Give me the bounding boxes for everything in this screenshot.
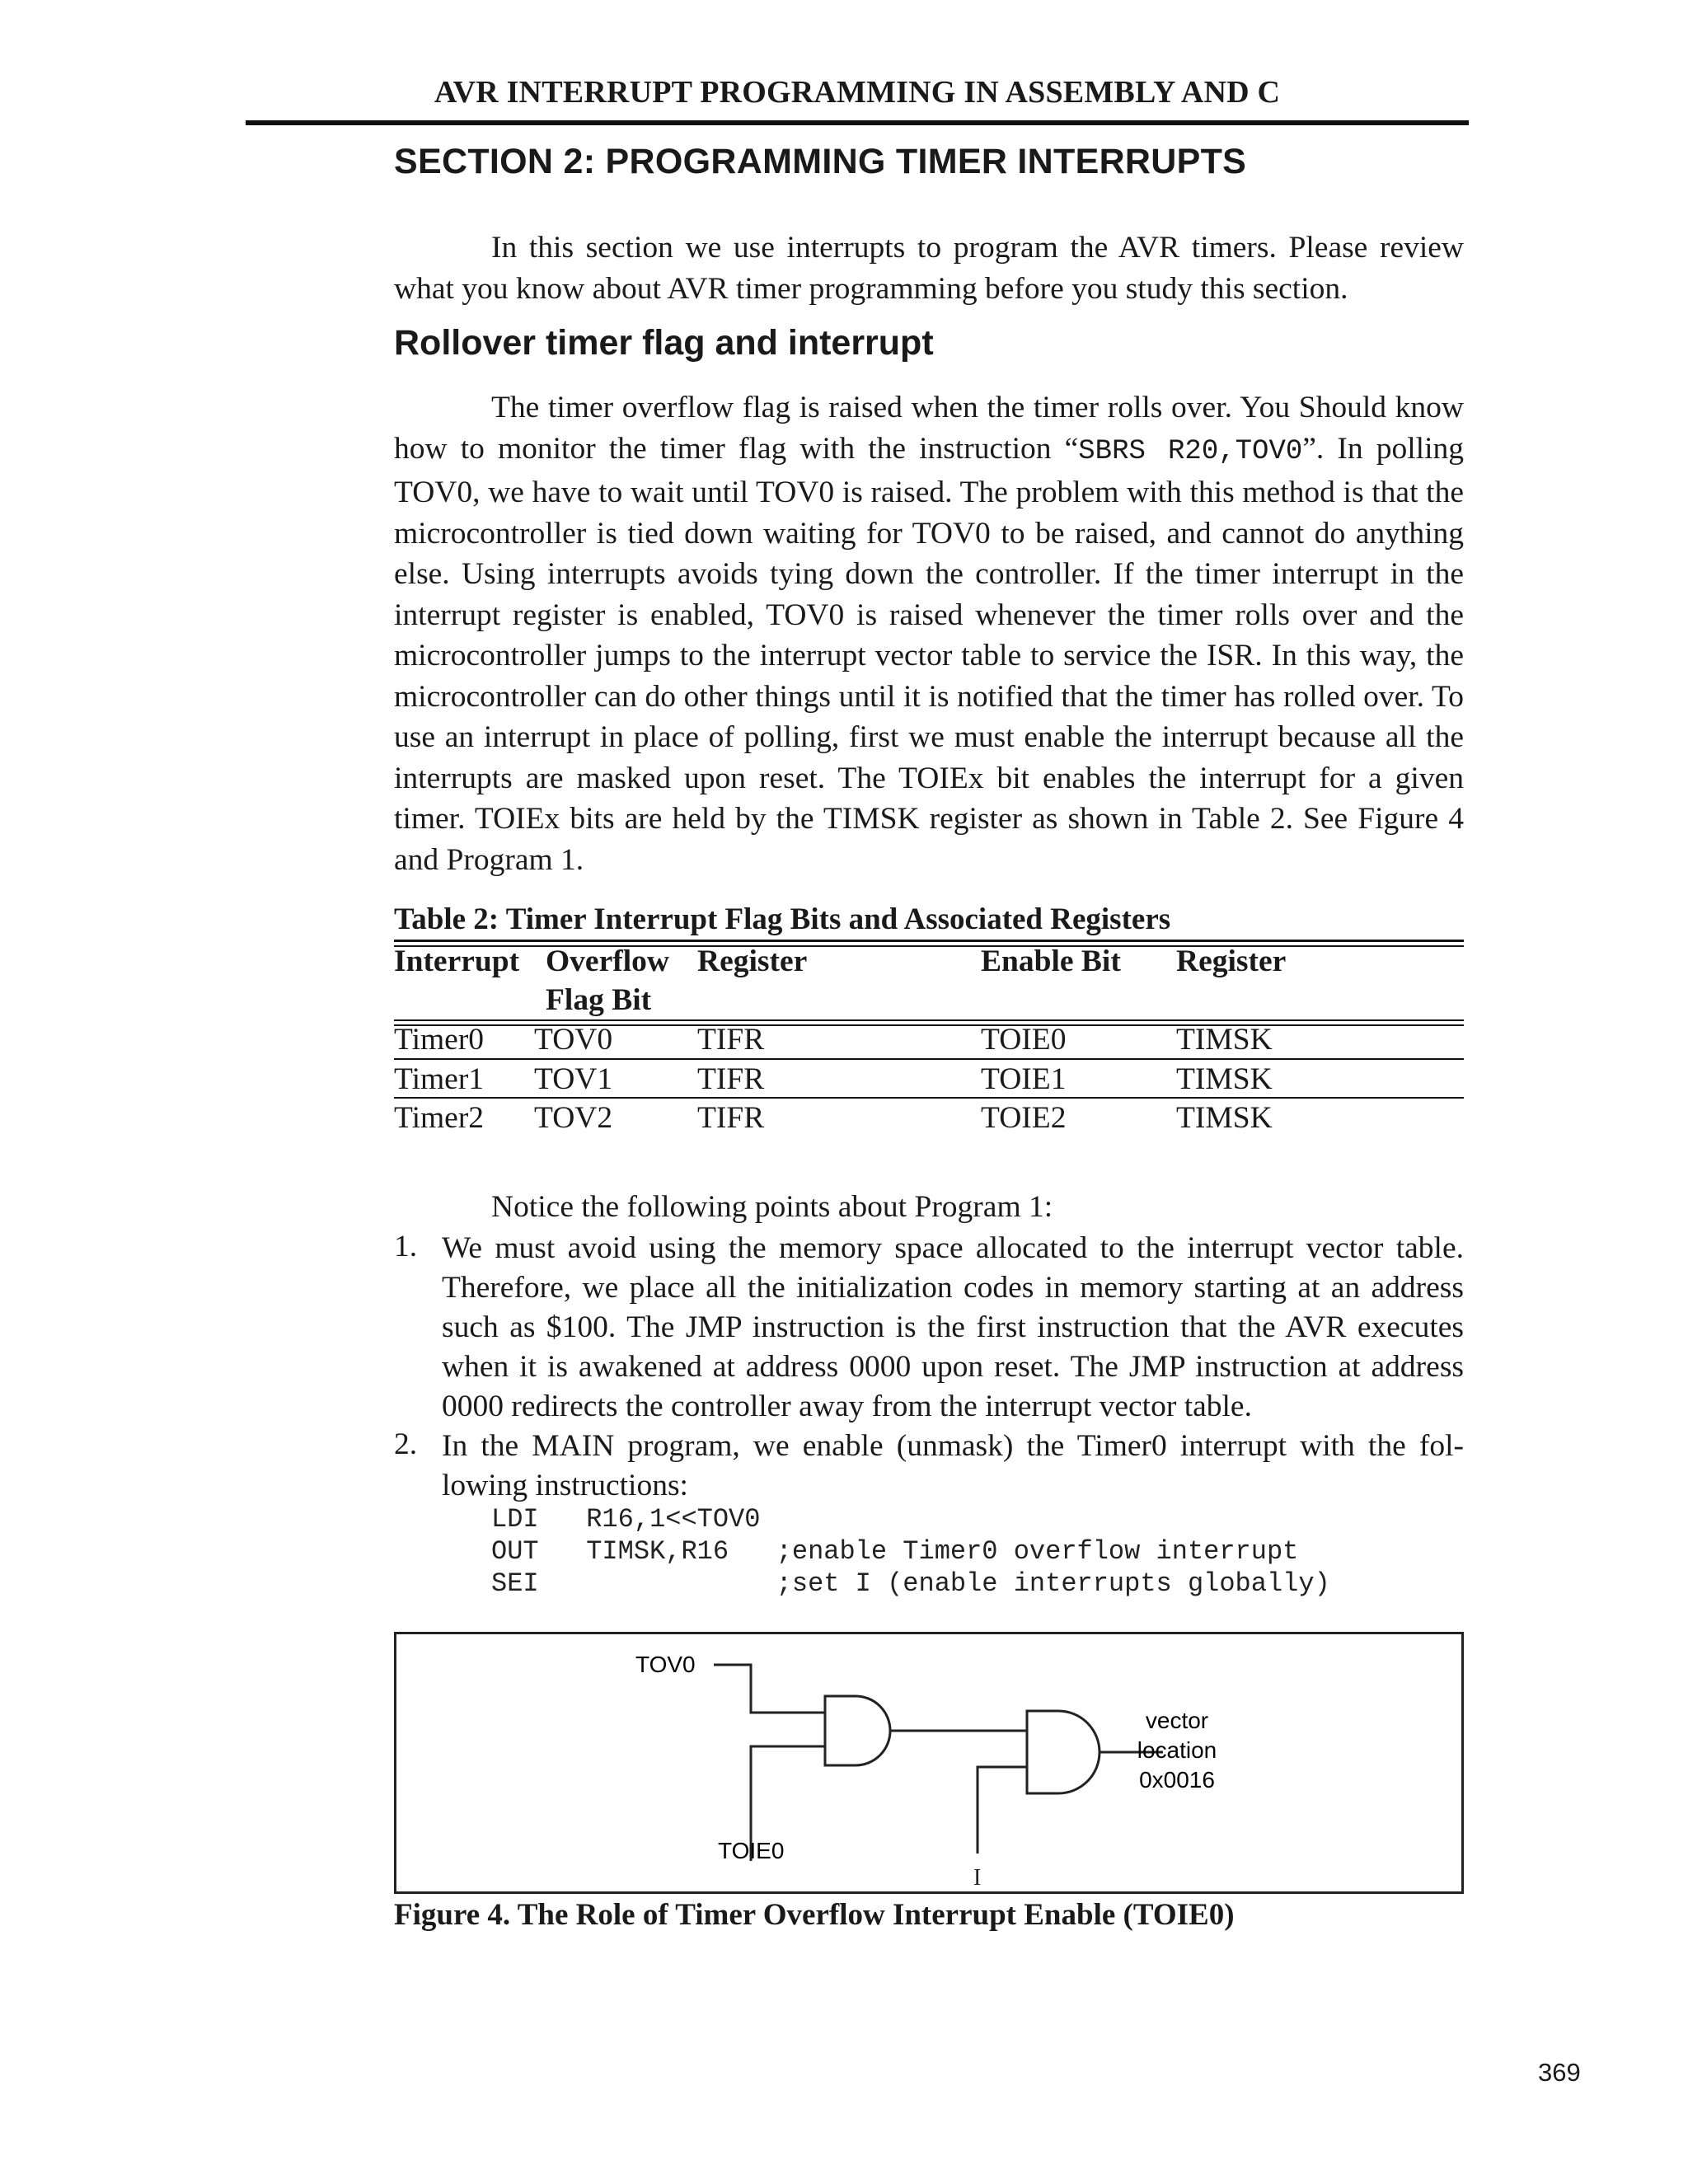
list-item: In the MAIN program, we enable (unmask) the Timer0 interrupt with the fol- lowing instructions: xyxy=(442,1429,1464,1502)
table-row-rule xyxy=(394,1097,1464,1099)
i-label: I xyxy=(973,1865,982,1891)
table-row-rule xyxy=(394,1058,1464,1060)
inline-code: SBRS R20,TOV0 xyxy=(1078,435,1303,467)
vector-label-line1: vector xyxy=(1145,1708,1209,1733)
subheading: Rollover timer flag and interrupt xyxy=(394,323,934,363)
table-cell: Timer1 xyxy=(394,1062,485,1096)
header-rule xyxy=(246,120,1469,125)
list-number: 1. xyxy=(394,1230,418,1263)
logic-diagram xyxy=(396,1634,1461,1891)
code-line: OUT TIMSK,R16 ;enable Timer0 overflow interrupt xyxy=(491,1536,1299,1567)
body-paragraph: The timer overflow flag is raised when the timer rolls over. You Should know how to monitor the timer flag with the instruction “SBRS R20,TOV0”. In polling TOV0, we have to wait until TOV0 is raised. The problem with this method is that the microcontroller is tied down waiting for TOV0 to be raised, and cannot do anything else. Using interrupts avoids tying down the controller. If the timer interrupt in the interrupt register is enabled, TOV0 is raised whenever the timer rolls over and the microcontroller jumps to the interrupt vector table to service the ISR. In this way, the microcontroller can do other things until it is notified that the timer has rolled over. To use an interrupt in place of polling, first we must enable the interrupt because all the interrupts are masked upon reset. The TOIEx bit enables the interrupt for a given timer. TOIEx bits are held by the TIMSK register as shown in Table 2. See Figure 4 and Program 1. xyxy=(394,391,1465,877)
table-header-register: Register xyxy=(697,944,808,978)
toie0-label: TOIE0 xyxy=(718,1838,785,1863)
figure-box xyxy=(394,1632,1464,1894)
and-gate-2 xyxy=(1027,1711,1100,1793)
and-gate-1 xyxy=(825,1696,890,1765)
table-cell: TIFR xyxy=(697,1023,765,1057)
list-item: We must avoid using the memory space allocated to the interrupt vector table. Therefore, we place all the initialization codes in memory starting at an address such as $100. The JMP instruction is the first instruction that the AVR executes when it is awakened at address 0000 upon reset. The JMP instruction at address 0000 redirects the controller away from the interrupt vector table. xyxy=(442,1231,1464,1423)
i-wire xyxy=(978,1767,1027,1854)
vector-label-line2: location xyxy=(1137,1737,1217,1763)
table-cell: TOV1 xyxy=(534,1062,613,1096)
table-cell: Timer2 xyxy=(394,1101,485,1135)
table-cell: TOIE2 xyxy=(981,1101,1067,1135)
table-cell: TIMSK xyxy=(1176,1062,1273,1096)
table-cell: Timer0 xyxy=(394,1023,485,1057)
table-cell: TIFR xyxy=(697,1101,765,1135)
table-cell: TOIE0 xyxy=(981,1023,1067,1057)
table-header-rule xyxy=(394,1019,1464,1021)
table-cell: TOIE1 xyxy=(981,1062,1067,1096)
table-cell: TIFR xyxy=(697,1062,765,1096)
intro-paragraph: In this section we use interrupts to program the AVR timers. Please review what you know about AVR timer programming before you study this section. xyxy=(394,231,1464,306)
table-cell: TIMSK xyxy=(1176,1101,1273,1135)
table-header-enable-bit: Enable Bit xyxy=(981,944,1121,978)
tov0-label: TOV0 xyxy=(635,1652,696,1677)
code-line: LDI R16,1<<TOV0 xyxy=(491,1504,761,1535)
tov0-wire xyxy=(714,1665,825,1713)
table-caption: Table 2: Timer Interrupt Flag Bits and Associated Registers xyxy=(394,902,1171,936)
table-cell: TOV2 xyxy=(534,1101,613,1135)
table-cell: TOV0 xyxy=(534,1023,613,1057)
notice-intro: Notice the following points about Program 1: xyxy=(491,1190,1053,1224)
table-header-interrupt: Interrupt xyxy=(394,944,520,978)
code-line: SEI ;set I (enable interrupts globally) xyxy=(491,1568,1330,1599)
page-number: 369 xyxy=(1538,2058,1581,2087)
running-head: AVR INTERRUPT PROGRAMMING IN ASSEMBLY AND C xyxy=(434,75,1281,110)
figure-caption: Figure 4. The Role of Timer Overflow Interrupt Enable (TOIE0) xyxy=(394,1898,1235,1932)
table-header-overflow: Overflow xyxy=(546,944,669,978)
list-number: 2. xyxy=(394,1427,418,1461)
vector-label-line3: 0x0016 xyxy=(1139,1767,1215,1793)
table-cell: TIMSK xyxy=(1176,1023,1273,1057)
table-header-register-2: Register xyxy=(1176,944,1287,978)
section-title: SECTION 2: PROGRAMMING TIMER INTERRUPTS xyxy=(394,142,1247,181)
table-top-rule xyxy=(394,940,1464,942)
table-header-flag-bit: Flag Bit xyxy=(546,983,652,1017)
